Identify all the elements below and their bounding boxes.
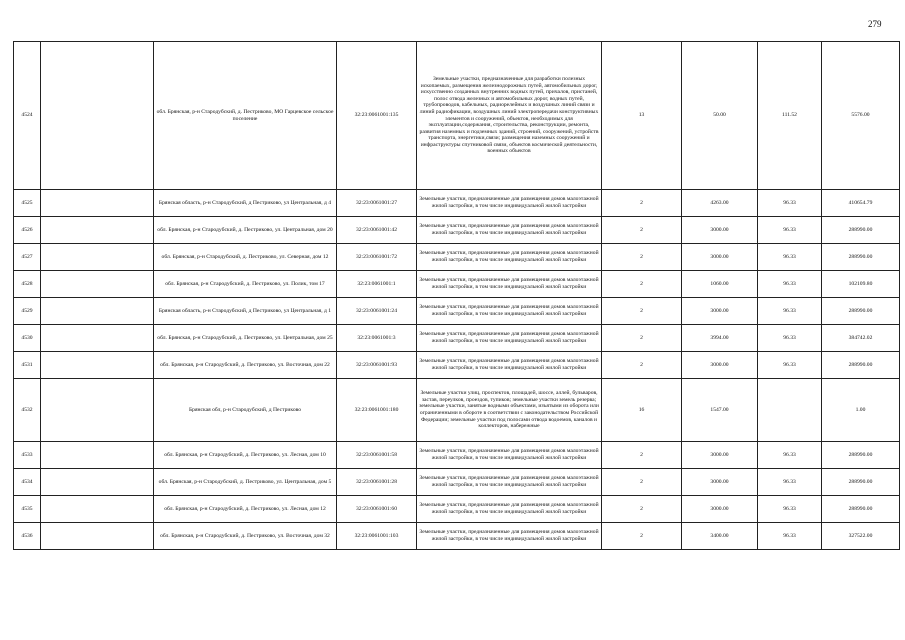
- cell-number: 4535: [14, 496, 41, 523]
- cell-rate: 96.33: [758, 352, 822, 379]
- cell-land-use: Земельные участки, предназначенные для размещения домов малоэтажной жилой застройки, в том числе индивидуальной жилой застройки: [417, 469, 602, 496]
- cell-number: 4526: [14, 217, 41, 244]
- cell-number: 4536: [14, 523, 41, 550]
- cell-cadastral-value: 288990.00: [822, 442, 900, 469]
- cell-area: 3000.00: [682, 496, 758, 523]
- cell-land-use: Земельные участки, предназначенные для размещения домов малоэтажной жилой застройки, в том числе индивидуальной жилой застройки: [417, 244, 602, 271]
- cell-cadastral-number: 32:23:0061001:103: [337, 523, 417, 550]
- cell-blank: [41, 244, 154, 271]
- cell-address: Брянская обл, р-н Стародубский, д Пестриково: [154, 379, 337, 442]
- cell-use-code: 2: [602, 298, 682, 325]
- cell-number: 4530: [14, 325, 41, 352]
- cell-rate: 96.33: [758, 190, 822, 217]
- cell-area: 3000.00: [682, 298, 758, 325]
- cell-cadastral-number: 32:23:0061001:27: [337, 190, 417, 217]
- cell-area: 3994.00: [682, 325, 758, 352]
- table-row: [14, 298, 900, 325]
- cell-use-code: 2: [602, 244, 682, 271]
- cell-blank: [41, 217, 154, 244]
- cell-cadastral-value: 288990.00: [822, 244, 900, 271]
- cell-rate: 96.33: [758, 217, 822, 244]
- cell-address: Брянская область, р-н Стародубский, д Пестриково, ул Центральная, д 4: [154, 190, 337, 217]
- cell-cadastral-value: 288990.00: [822, 298, 900, 325]
- cell-rate: 111.52: [758, 42, 822, 190]
- cell-rate: 96.33: [758, 496, 822, 523]
- cell-cadastral-number: 32:23:0061001:28: [337, 469, 417, 496]
- cadastral-value-table: [13, 41, 900, 550]
- cell-address: обл. Брянская, р-н Стародубский, д. Пестриково, ул. Лесная, дом 10: [154, 442, 337, 469]
- cell-number: 4533: [14, 442, 41, 469]
- cell-area: 3000.00: [682, 352, 758, 379]
- cell-area: 50.00: [682, 42, 758, 190]
- cell-cadastral-value: 327522.00: [822, 523, 900, 550]
- cell-use-code: 2: [602, 217, 682, 244]
- table-row: [14, 379, 900, 442]
- cell-cadastral-number: 32:23:0061001:180: [337, 379, 417, 442]
- cell-cadastral-number: 32:23:0061001:93: [337, 352, 417, 379]
- cell-number: 4524: [14, 42, 41, 190]
- page-number: 279: [868, 19, 882, 29]
- cell-number: 4527: [14, 244, 41, 271]
- cell-land-use: Земельные участки, предназначенные для разработки полезных ископаемых, размещения железнодорожных путей, автомобильных дорог, искусственно созданных внутренних водных путей, причалов, пристаней, полос отвода железных и автомобильных дорог, водных путей, трубопроводов, кабельных, радиорелейных и воздушных линий связи и линий радиофикации, воздушных линий электропередачи конструктивных элементов и сооружений, объектов, необходимых для эксплуатации,содержания, строительства, реконструкции, ремонта, развития наземных и подземных зданий, строений, сооружений, устройств транспорта, энергетики,связи; размещения наземных сооружений и инфраструктуры спутниковой связи, объектов космической деятельности, военных объектов: [417, 42, 602, 190]
- cell-blank: [41, 325, 154, 352]
- cell-address: обл. Брянская, р-н Стародубский, д. Пестриково, ул. Восточная, дом 32: [154, 523, 337, 550]
- cell-land-use: Земельные участки улиц, проспектов, площадей, шоссе, аллей, бульваров, застав, переулков, проездов, тупиков; земельные участки земель резерва; земельные участки, занятые водными объектами, изъятыми из оборота или ограниченными в обороте в соответствии с законодательством Российской Федерации; земельные участки под полосами отвода водоемов, каналов и коллекторов, набережные: [417, 379, 602, 442]
- cell-number: 4531: [14, 352, 41, 379]
- cell-use-code: 16: [602, 379, 682, 442]
- cell-use-code: 2: [602, 352, 682, 379]
- cell-number: 4525: [14, 190, 41, 217]
- cell-use-code: 2: [602, 271, 682, 298]
- cell-number: 4532: [14, 379, 41, 442]
- table-row: [14, 217, 900, 244]
- table-row: [14, 42, 900, 190]
- table-row: [14, 496, 900, 523]
- cell-rate: 96.33: [758, 271, 822, 298]
- cell-blank: [41, 469, 154, 496]
- cell-area: 1547.00: [682, 379, 758, 442]
- cell-address: обл. Брянская, р-н Стародубский, д. Пестриково, ул. Полик, том 17: [154, 271, 337, 298]
- table-row: [14, 469, 900, 496]
- cell-blank: [41, 523, 154, 550]
- cell-land-use: Земельные участки, предназначенные для размещения домов малоэтажной жилой застройки, в том числе индивидуальной жилой застройки: [417, 496, 602, 523]
- cell-cadastral-value: 102109.80: [822, 271, 900, 298]
- table-row: [14, 190, 900, 217]
- cell-cadastral-number: 32:23:0061001:60: [337, 496, 417, 523]
- cell-cadastral-number: 32:23:0061001:1: [337, 271, 417, 298]
- cell-address: обл. Брянская, р-н Стародубский, д. Пестриково, ул. Лесная, дом 12: [154, 496, 337, 523]
- cell-blank: [41, 379, 154, 442]
- cell-address: обл. Брянская, р-н Стародубский, д. Пестриково, ул. Северная, дом 12: [154, 244, 337, 271]
- cell-address: обл. Брянская, р-н Стародубский, д. Пестриково, ул. Центральная, дом 5: [154, 469, 337, 496]
- cell-use-code: 2: [602, 325, 682, 352]
- cell-address: обл. Брянская, р-н Стародубский, д. Пестриково, МО Гарцевское сельское поселение: [154, 42, 337, 190]
- cell-use-code: 2: [602, 496, 682, 523]
- cell-area: 3400.00: [682, 523, 758, 550]
- cell-address: Брянская область, р-н Стародубский, д Пестриково, ул Центральная, д 1: [154, 298, 337, 325]
- cell-rate: 96.33: [758, 442, 822, 469]
- cell-cadastral-value: 1.00: [822, 379, 900, 442]
- cell-blank: [41, 496, 154, 523]
- cell-cadastral-value: 410654.79: [822, 190, 900, 217]
- cell-number: 4528: [14, 271, 41, 298]
- cell-land-use: Земельные участки, предназначенные для размещения домов малоэтажной жилой застройки, в том числе индивидуальной жилой застройки: [417, 442, 602, 469]
- cell-rate: 96.33: [758, 298, 822, 325]
- table-row: [14, 442, 900, 469]
- cell-use-code: 2: [602, 469, 682, 496]
- cell-address: обл. Брянская, р-н Стародубский, д. Пестриково, ул. Центральная, дом 25: [154, 325, 337, 352]
- cell-use-code: 13: [602, 42, 682, 190]
- cell-address: обл. Брянская, р-н Стародубский, д. Пестриково, ул. Центральная, дом 20: [154, 217, 337, 244]
- table-row: [14, 271, 900, 298]
- cell-rate: 96.33: [758, 469, 822, 496]
- cell-cadastral-number: 32:23:0061001:58: [337, 442, 417, 469]
- cell-area: 3000.00: [682, 217, 758, 244]
- table-body: [14, 42, 900, 550]
- cell-rate: 96.33: [758, 523, 822, 550]
- cell-area: 3000.00: [682, 469, 758, 496]
- cell-cadastral-number: 32:23:0061001:135: [337, 42, 417, 190]
- cell-cadastral-number: 32:23:0061001:72: [337, 244, 417, 271]
- cell-land-use: Земельные участки, предназначенные для размещения домов малоэтажной жилой застройки, в том числе индивидуальной жилой застройки: [417, 271, 602, 298]
- cell-blank: [41, 298, 154, 325]
- table-row: [14, 244, 900, 271]
- cell-blank: [41, 442, 154, 469]
- cell-number: 4529: [14, 298, 41, 325]
- cell-address: обл. Брянская, р-н Стародубский, д. Пестриково, ул. Восточная, дом 22: [154, 352, 337, 379]
- cell-use-code: 2: [602, 523, 682, 550]
- cell-use-code: 2: [602, 442, 682, 469]
- cell-area: 3000.00: [682, 244, 758, 271]
- cell-cadastral-number: 32:23:0061001:3: [337, 325, 417, 352]
- cell-land-use: Земельные участки, предназначенные для размещения домов малоэтажной жилой застройки, в том числе индивидуальной жилой застройки: [417, 298, 602, 325]
- cell-cadastral-value: 288990.00: [822, 352, 900, 379]
- cell-cadastral-value: 384742.02: [822, 325, 900, 352]
- cell-cadastral-number: 32:23:0061001:42: [337, 217, 417, 244]
- cell-area: 4263.00: [682, 190, 758, 217]
- cell-use-code: 2: [602, 190, 682, 217]
- table-row: [14, 523, 900, 550]
- cell-area: 3000.00: [682, 442, 758, 469]
- cell-rate: 96.33: [758, 244, 822, 271]
- cell-blank: [41, 42, 154, 190]
- cell-cadastral-value: 5576.00: [822, 42, 900, 190]
- cell-land-use: Земельные участки, предназначенные для размещения домов малоэтажной жилой застройки, в том числе индивидуальной жилой застройки: [417, 217, 602, 244]
- table-row: [14, 325, 900, 352]
- cell-rate: [758, 379, 822, 442]
- cell-blank: [41, 271, 154, 298]
- cell-number: 4534: [14, 469, 41, 496]
- cell-land-use: Земельные участки, предназначенные для размещения домов малоэтажной жилой застройки, в том числе индивидуальной жилой застройки: [417, 325, 602, 352]
- cell-cadastral-value: 288990.00: [822, 217, 900, 244]
- cell-land-use: Земельные участки, предназначенные для размещения домов малоэтажной жилой застройки, в том числе индивидуальной жилой застройки: [417, 523, 602, 550]
- cell-rate: 96.33: [758, 325, 822, 352]
- cell-blank: [41, 352, 154, 379]
- cell-cadastral-number: 32:23:0061001:24: [337, 298, 417, 325]
- cell-land-use: Земельные участки, предназначенные для размещения домов малоэтажной жилой застройки, в том числе индивидуальной жилой застройки: [417, 352, 602, 379]
- table-row: [14, 352, 900, 379]
- cell-land-use: Земельные участки, предназначенные для размещения домов малоэтажной жилой застройки, в том числе индивидуальной жилой застройки: [417, 190, 602, 217]
- cell-blank: [41, 190, 154, 217]
- cell-cadastral-value: 288990.00: [822, 469, 900, 496]
- cell-area: 1060.00: [682, 271, 758, 298]
- cell-cadastral-value: 288990.00: [822, 496, 900, 523]
